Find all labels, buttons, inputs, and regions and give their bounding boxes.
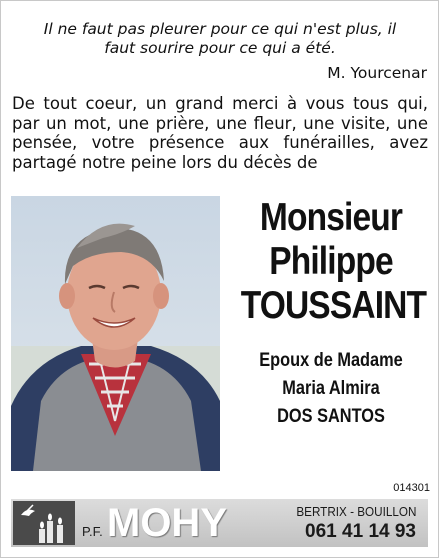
deceased-name <box>226 196 436 328</box>
funeral-home-towns: BERTRIX - BOUILLON <box>295 504 416 519</box>
quote-author: M. Yourcenar <box>327 64 427 82</box>
spouse-line-1: Epoux de Madame <box>259 350 403 371</box>
spouse-line-3: DOS SANTOS <box>277 406 385 427</box>
thanks-text: De tout coeur, un grand merci à vous tous qui, par un mot, une prière, une fleur, une visite, une pensée, votre présence aux funérailles, avez partagé notre peine lors du décès de <box>12 94 428 172</box>
spouse-line-2: Maria Almira <box>282 378 380 399</box>
funeral-home-phone: 061 41 14 93 <box>305 521 416 542</box>
quote-line-2: faut sourire pour ce qui a été. <box>104 39 336 57</box>
reference-number: 014301 <box>393 482 430 494</box>
dove-candles-icon <box>13 501 75 545</box>
deceased-first-name: Philippe <box>269 240 393 283</box>
quote-line-1: Il ne faut pas pleurer pour ce qui n'est plus, il <box>43 20 397 38</box>
funeral-home-name: MOHY <box>107 501 227 545</box>
portrait-photo <box>11 196 220 471</box>
deceased-last-name: TOUSSAINT <box>240 284 427 327</box>
quote <box>14 20 426 58</box>
deceased-title: Monsieur <box>259 196 403 239</box>
spouse-info <box>226 347 436 431</box>
funeral-home-banner <box>11 499 428 547</box>
funeral-home-prefix: P.F. <box>82 524 103 539</box>
